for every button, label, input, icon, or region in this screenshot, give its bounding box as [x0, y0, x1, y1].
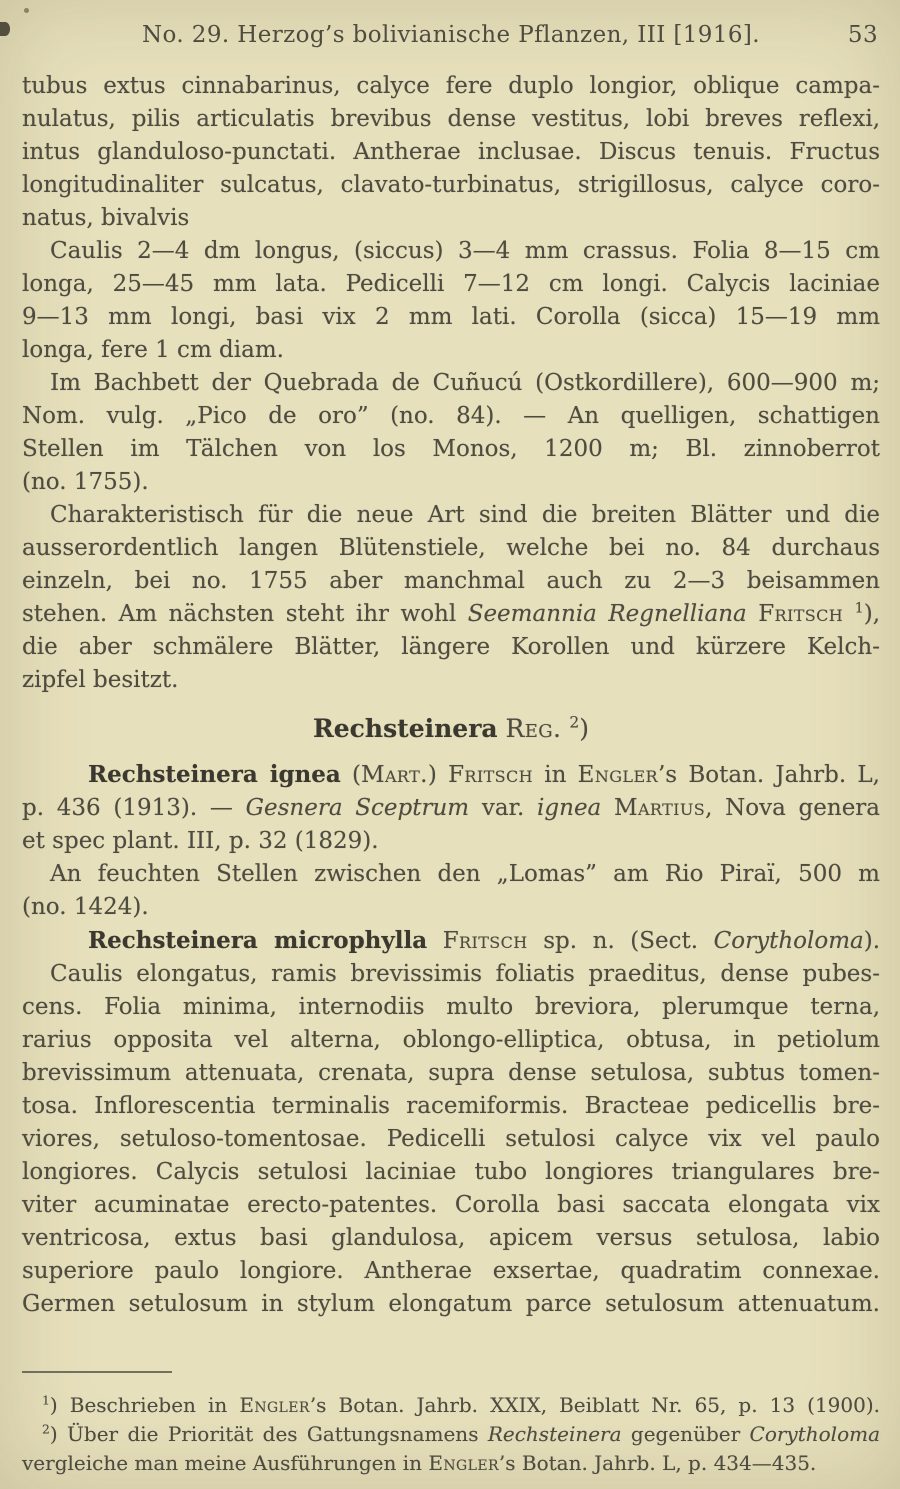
text-line: stehen. Am nächsten steht ihr wohl Seemannia Regnelliana Fritsch $^1$),	[22, 600, 881, 627]
text-line: $^2$) Über die Priorität des Gattungsnamens Rechsteinera gegenüber Corytholoma	[42, 1421, 881, 1446]
text-line: Rechsteinera microphylla Fritsch sp. n. (Sect. Corytholoma).	[88, 927, 881, 954]
description-microphylla	[22, 958, 880, 1321]
text-line: ausserordentlich langen Blütenstiele, welche bei no. 84 durchaus	[22, 535, 880, 561]
text-line: tubus extus cinnabarinus, calyce fere duplo longior, oblique campa-	[22, 73, 880, 99]
text-line: einzeln, bei no. 1755 aber manchmal auch zu 2—3 beisammen	[22, 568, 880, 594]
superscript-marker: 2	[569, 713, 580, 732]
styled-text: Engler	[239, 1393, 310, 1417]
text-line: vergleiche man meine Ausführungen in Engler’s Botan. Jahrb. L, p. 434—435.	[22, 1451, 817, 1475]
styled-text: Corytholoma	[749, 1422, 881, 1446]
styled-text: Martius	[614, 795, 706, 821]
text-line: ventricosa, extus basi glandulosa, apicem versus setulosa, labio	[22, 1225, 880, 1251]
text-line: (no. 1755).	[22, 469, 149, 495]
species-entry-microphylla	[22, 924, 880, 958]
styled-text: Engler	[577, 762, 658, 788]
genus-heading-rechsteinera	[22, 712, 880, 745]
page-body	[22, 70, 880, 1321]
styled-text: Rechsteinera ignea	[88, 761, 341, 788]
text-line: viores, setuloso-tomentosae. Pedicelli setulosi calyce vix vel paulo	[22, 1126, 880, 1152]
text-line: Nom. vulg. „Pico de oro” (no. 84). — An quelligen, schattigen	[22, 403, 880, 429]
text-line: brevissimum attenuata, crenata, supra dense setulosa, subtus tomen-	[22, 1060, 880, 1086]
paragraph-tubus	[22, 70, 880, 235]
text-line: cens. Folia minima, internodiis multo breviora, plerumque terna,	[22, 994, 880, 1020]
ink-speck	[24, 8, 29, 13]
styled-text: Fritsch	[442, 928, 528, 954]
text-line: Rechsteinera Reg. $^2$)	[313, 713, 589, 743]
species-entry-ignea	[22, 758, 880, 858]
text-line: An feuchten Stellen zwischen den „Lomas” am Rio Piraï, 500 m	[50, 861, 880, 887]
styled-text: Rechsteinera	[313, 714, 498, 743]
styled-text: ignea	[537, 795, 602, 821]
paragraph-habitat-pirai	[22, 858, 880, 924]
text-line: viter acuminatae erecto-patentes. Corolla basi saccata elongata vix	[22, 1192, 880, 1218]
text-line: 9—13 mm longi, basi vix 2 mm lati. Corolla (sicca) 15—19 mm	[22, 304, 880, 330]
superscript-marker: 1	[854, 600, 864, 617]
paragraph-caulis-measurements	[22, 235, 880, 367]
ink-speck	[0, 22, 10, 36]
page-header	[22, 22, 880, 52]
text-line: $^1$) Beschrieben in Engler’s Botan. Jahrb. XXIX, Beiblatt Nr. 65, p. 13 (1900).	[42, 1392, 881, 1417]
paragraph-habitat-cunucu	[22, 367, 880, 499]
styled-text: Fritsch	[758, 601, 844, 627]
text-line: et spec plant. III, p. 32 (1829).	[22, 828, 379, 854]
footnote-1	[22, 1391, 880, 1420]
text-line: zipfel besitzt.	[22, 667, 179, 693]
styled-text: Rechsteinera microphylla	[88, 927, 428, 954]
text-line: nulatus, pilis articulatis brevibus dense vestitus, lobi breves reflexi,	[22, 106, 880, 132]
text-line: p. 436 (1913). — Gesnera Sceptrum var. ignea Martius, Nova genera	[22, 795, 881, 821]
superscript-marker: 2	[42, 1421, 50, 1437]
footnote-separator	[22, 1371, 172, 1373]
styled-text: Engler	[428, 1451, 499, 1475]
styled-text: Corytholoma	[713, 928, 864, 954]
styled-text: Seemannia Regnelliana	[467, 601, 747, 627]
text-line: (no. 1424).	[22, 894, 149, 920]
text-line: rarius opposita vel alterna, oblongo-elliptica, obtusa, in petiolum	[22, 1027, 880, 1053]
footnote-2	[22, 1420, 880, 1478]
text-line: tosa. Inflorescentia terminalis racemiformis. Bracteae pedicellis bre-	[22, 1093, 880, 1119]
superscript-marker: 1	[42, 1392, 50, 1408]
footnotes	[22, 1391, 880, 1478]
text-line: Germen setulosum in stylum elongatum parce setulosum attenuatum.	[22, 1291, 880, 1317]
text-line: natus, bivalvis	[22, 205, 190, 231]
page-number: 53	[847, 22, 878, 48]
text-line: Caulis 2—4 dm longus, (siccus) 3—4 mm crassus. Folia 8—15 cm	[50, 238, 880, 264]
text-line: longiores. Calycis setulosi laciniae tubo longiores triangulares bre-	[22, 1159, 880, 1185]
text-line: longa, fere 1 cm diam.	[22, 337, 284, 363]
text-line: intus glanduloso-punctati. Antherae inclusae. Discus tenuis. Fructus	[22, 139, 880, 165]
styled-text: Gesnera Sceptrum	[245, 795, 470, 821]
text-line: superiore paulo longiore. Antherae exsertae, quadratim connexae.	[22, 1258, 880, 1284]
styled-text: Mart.	[361, 762, 428, 788]
styled-text: Reg.	[505, 714, 562, 743]
text-line: Stellen im Tälchen von los Monos, 1200 m; Bl. zinnoberrot	[22, 436, 880, 462]
text-line: longitudinaliter sulcatus, clavato-turbinatus, strigillosus, calyce coro-	[22, 172, 880, 198]
text-line: Caulis elongatus, ramis brevissimis foliatis praeditus, dense pubes-	[50, 961, 880, 987]
text-line: Charakteristisch für die neue Art sind die breiten Blätter und die	[50, 502, 880, 528]
text-line: Rechsteinera ignea (Mart.) Fritsch in Engler’s Botan. Jahrb. L,	[88, 761, 880, 788]
styled-text: Fritsch	[448, 762, 534, 788]
styled-text: Rechsteinera	[487, 1422, 622, 1446]
text-line: die aber schmälere Blätter, längere Korollen und kürzere Kelch-	[22, 634, 880, 660]
text-line: Im Bachbett der Quebrada de Cuñucú (Ostkordillere), 600—900 m;	[50, 370, 880, 396]
text-line: longa, 25—45 mm lata. Pedicelli 7—12 cm longi. Calycis laciniae	[22, 271, 880, 297]
paragraph-discussion	[22, 499, 880, 697]
running-title: No. 29. Herzog’s bolivianische Pflanzen, III [1916].	[142, 22, 760, 48]
